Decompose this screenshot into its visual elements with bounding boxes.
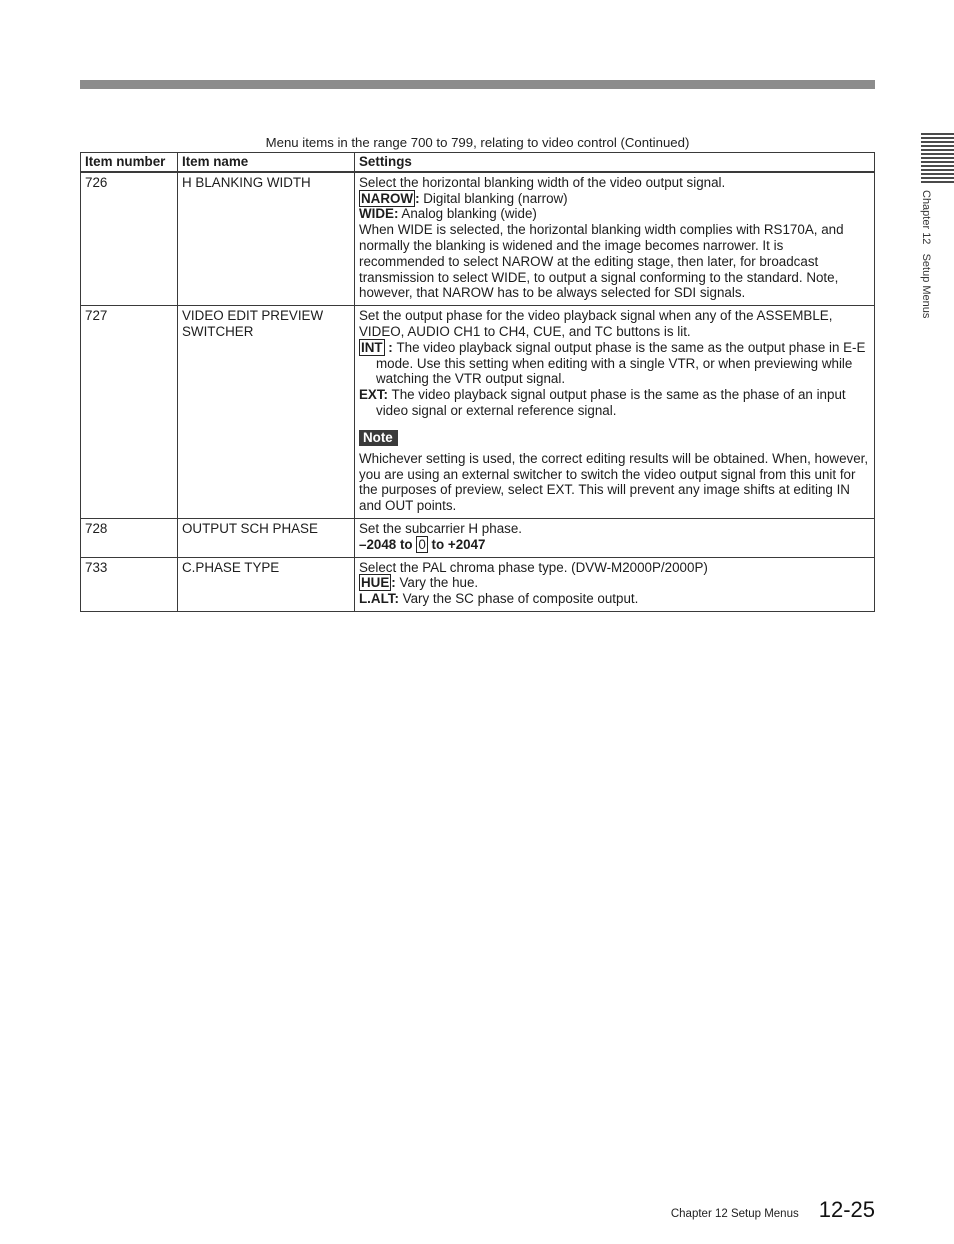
default-option-key: INT bbox=[361, 339, 383, 355]
range-end: to +2047 bbox=[431, 536, 486, 552]
settings-option: HUE : Vary the hue. bbox=[361, 575, 479, 591]
item-number: 727 bbox=[81, 306, 178, 519]
settings-explanation: When WIDE is selected, the horizontal blanking width complies with RS170A, and normally the blanking is widened and the image becomes narrower. It is recommended to select NAROW at the editing stage, then later, for broadcast transmission to select WIDE, to output a signal conforming to the standard. Note, however, that NAROW has to be always selected for SDI signals. bbox=[359, 222, 844, 301]
default-option-key: HUE bbox=[361, 575, 390, 591]
header-settings: Settings bbox=[355, 153, 875, 172]
note-text: Whichever setting is used, the correct editing results will be obtained. When, however, you are using an external switcher to switch the video output signal from this unit for the purposes of preview, select EXT. This will prevent any image shifts at editing IN and OUT points. bbox=[359, 450, 869, 514]
menu-items-table bbox=[80, 152, 875, 612]
settings-intro: Select the PAL chroma phase type. (DVW-M2000P/2000P) bbox=[359, 559, 708, 575]
page-number: 12-25 bbox=[818, 1197, 875, 1222]
settings-option bbox=[359, 387, 871, 419]
table-row-728 bbox=[81, 518, 875, 557]
option-description: Digital blanking (narrow) bbox=[423, 190, 568, 206]
item-settings bbox=[355, 306, 875, 519]
chapter-tab bbox=[921, 133, 954, 183]
option-key: L.ALT: bbox=[359, 591, 399, 607]
range-start: –2048 to bbox=[359, 536, 413, 552]
option-key: WIDE: bbox=[359, 206, 399, 222]
footer-chapter: Chapter 12 Setup Menus bbox=[670, 1208, 799, 1220]
item-number: 733 bbox=[81, 557, 178, 611]
settings-option: NAROW : Digital blanking (narrow) bbox=[361, 190, 568, 206]
item-settings bbox=[355, 518, 875, 557]
item-name: H BLANKING WIDTH bbox=[178, 172, 355, 306]
settings-option: INT : The video playback signal output phase is the same as the output phase in E-E mode. Use this setting when editing with a single VTR, or when previewing while watching the VTR output signal. bbox=[361, 339, 866, 387]
option-description: Vary the hue. bbox=[399, 575, 479, 591]
header-item-name: Item name bbox=[178, 153, 355, 172]
item-settings bbox=[355, 557, 875, 611]
item-settings bbox=[355, 172, 875, 306]
note-badge: Note bbox=[359, 430, 398, 446]
table-row-726 bbox=[81, 172, 875, 306]
table-caption: Menu items in the range 700 to 799, relating to video control (Continued) bbox=[265, 135, 690, 150]
item-name: VIDEO EDIT PREVIEW SWITCHER bbox=[178, 306, 355, 519]
item-number: 726 bbox=[81, 172, 178, 306]
chapter-tab-stripes bbox=[921, 133, 954, 183]
option-description: The video playback signal output phase is the same as the phase of an input video signal or external reference signal. bbox=[376, 387, 846, 418]
settings-intro: Set the subcarrier H phase. bbox=[359, 520, 523, 536]
default-option-key: NAROW bbox=[361, 190, 414, 206]
page-footer bbox=[671, 1197, 875, 1223]
range-default: 0 bbox=[418, 536, 426, 552]
header-item-number: Item number bbox=[81, 153, 178, 172]
item-number: 728 bbox=[81, 518, 178, 557]
item-name: OUTPUT SCH PHASE bbox=[178, 518, 355, 557]
settings-intro: Set the output phase for the video playback signal when any of the ASSEMBLE, VIDEO, AUDIO CH1 to CH4, CUE, and TC buttons is lit. bbox=[359, 308, 833, 339]
option-description: Vary the SC phase of composite output. bbox=[402, 591, 639, 607]
settings-intro: Select the horizontal blanking width of the video output signal. bbox=[359, 174, 726, 190]
option-description: Analog blanking (wide) bbox=[401, 206, 537, 222]
table-row-733 bbox=[81, 557, 875, 611]
chapter-tab-label: Chapter 12 Setup Menus bbox=[920, 190, 932, 319]
settings-option bbox=[359, 206, 871, 222]
item-name: C.PHASE TYPE bbox=[178, 557, 355, 611]
table-row-727 bbox=[81, 306, 875, 519]
settings-option bbox=[359, 591, 871, 607]
settings-range bbox=[359, 537, 871, 553]
header-rule bbox=[80, 80, 875, 89]
option-description: The video playback signal output phase is the same as the output phase in E-E mode. Use this setting when editing with a single VTR, or when previewing while watching the VTR output signal. bbox=[376, 339, 866, 387]
option-key: EXT: bbox=[359, 387, 389, 403]
table-header-row bbox=[81, 153, 875, 172]
